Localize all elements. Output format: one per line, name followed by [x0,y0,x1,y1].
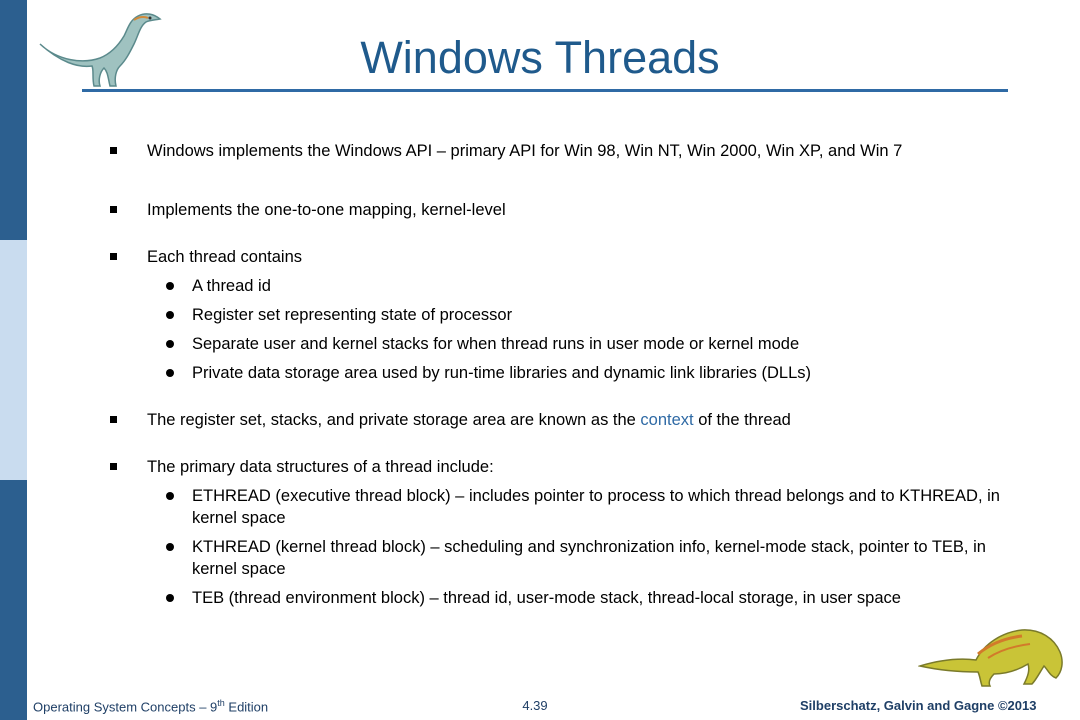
round-bullet-icon [166,492,174,500]
footer-book-prefix: Operating System Concepts – 9 [33,699,218,715]
round-bullet-icon [166,311,174,319]
sub-bullet-text: KTHREAD (kernel thread block) – scheduling and synchronization info, kernel-mode stack, pointer to TEB, in kernel space [192,538,986,578]
footer-copyright: Silberschatz, Galvin and Gagne ©2013 [800,698,1037,713]
dinosaur-logo-bottom [918,614,1068,689]
footer-page-number: 4.39 [522,698,548,713]
round-bullet-icon [166,340,174,348]
sidebar-segment [0,240,27,480]
context-bullet-before: The register set, stacks, and private storage area are known as the [147,411,641,429]
footer-book-suffix: Edition [224,699,269,715]
round-bullet-icon [166,594,174,602]
bullet-text: Each thread contains [147,248,303,266]
footer-book-title [33,698,268,714]
square-bullet-icon [110,253,117,260]
sub-bullet-text: Private data storage area used by run-time libraries and dynamic link libraries (DLLs) [192,364,812,382]
slide-title: Windows Threads [360,32,720,83]
round-bullet-icon [166,543,174,551]
footer-book-sup: th [217,698,225,708]
context-bullet [147,409,1047,431]
sidebar-segment [0,480,27,720]
context-bullet-after: of the thread [693,411,791,429]
square-bullet-icon [110,416,117,423]
bullet-text: Implements the one-to-one mapping, kernel-level [147,201,506,219]
bullet-text: The primary data structures of a thread include: [147,458,494,476]
round-bullet-icon [166,282,174,290]
sub-bullet-text: TEB (thread environment block) – thread id, user-mode stack, thread-local storage, in user space [192,589,901,607]
title-underline [82,89,1008,92]
sub-bullet-text: ETHREAD (executive thread block) – includes pointer to process to which thread belongs and to KTHREAD, in kernel space [192,487,1000,527]
sub-bullet-text: Register set representing state of processor [192,306,513,324]
bullet-text: Windows implements the Windows API – primary API for Win 98, Win NT, Win 2000, Win XP, and Win 7 [147,142,903,160]
sub-bullet-text: Separate user and kernel stacks for when thread runs in user mode or kernel mode [192,335,800,353]
square-bullet-icon [110,206,117,213]
context-term: context [640,411,694,429]
round-bullet-icon [166,369,174,377]
square-bullet-icon [110,147,117,154]
square-bullet-icon [110,463,117,470]
left-sidebar [0,0,27,720]
sub-bullet-text: A thread id [192,277,271,295]
